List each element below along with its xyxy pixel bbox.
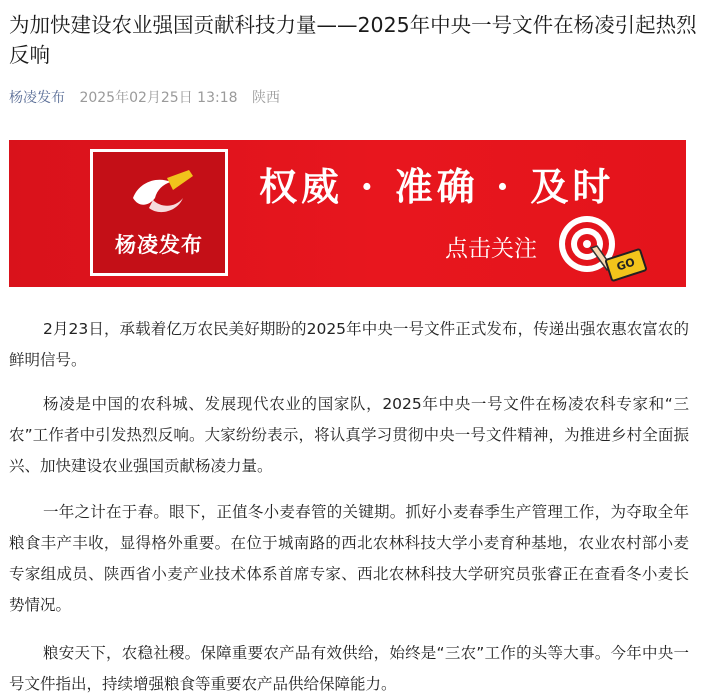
article-meta xyxy=(9,87,280,107)
article-paragraph: 杨凌是中国的农科城、发展现代农业的国家队，2025年中央一号文件在杨凌农科专家和“三农”工作者中引发热烈反响。大家纷纷表示，将认真学习贯彻中央一号文件精神，为推进乡村全面振兴、加快建设农业强国贡献杨凌力量。 xyxy=(9,395,689,475)
bird-logo-icon xyxy=(127,168,197,218)
brand-logo xyxy=(90,149,228,276)
go-badge: GO xyxy=(604,248,648,283)
banner-slogan: 权威 · 准确 · 及时 xyxy=(259,164,615,209)
article-paragraph: 2月23日，承载着亿万农民美好期盼的2025年中央一号文件正式发布，传递出强农惠农富农的鲜明信号。 xyxy=(9,320,689,369)
publish-location: 陕西 xyxy=(251,90,280,106)
follow-banner[interactable] xyxy=(9,140,686,287)
article-paragraph: 一年之计在于春。眼下，正值冬小麦春管的关键期。抓好小麦春季生产管理工作，为夺取全年粮食丰产丰收，显得格外重要。在位于城南路的西北农林科技大学小麦育种基地，农业农村部小麦专家组成员、陕西省小麦产业技术体系首席专家、西北农林科技大学研究员张睿正在查看冬小麦长势情况。 xyxy=(9,503,689,614)
publish-datetime: 2025年02月25日 13:18 xyxy=(79,90,238,106)
logo-text: 杨凌发布 xyxy=(115,233,203,257)
article-title: 为加快建设农业强国贡献科技力量——2025年中央一号文件在杨凌引起热烈反响 xyxy=(9,13,697,67)
source-account-link[interactable]: 杨凌发布 xyxy=(9,90,65,106)
article-paragraph: 粮安天下，农稳社稷。保障重要农产品有效供给，始终是“三农”工作的头等大事。今年中央一号文件指出，持续增强粮食等重要农产品供给保障能力。 xyxy=(9,644,689,693)
follow-prompt[interactable]: 点击关注 xyxy=(445,236,537,262)
